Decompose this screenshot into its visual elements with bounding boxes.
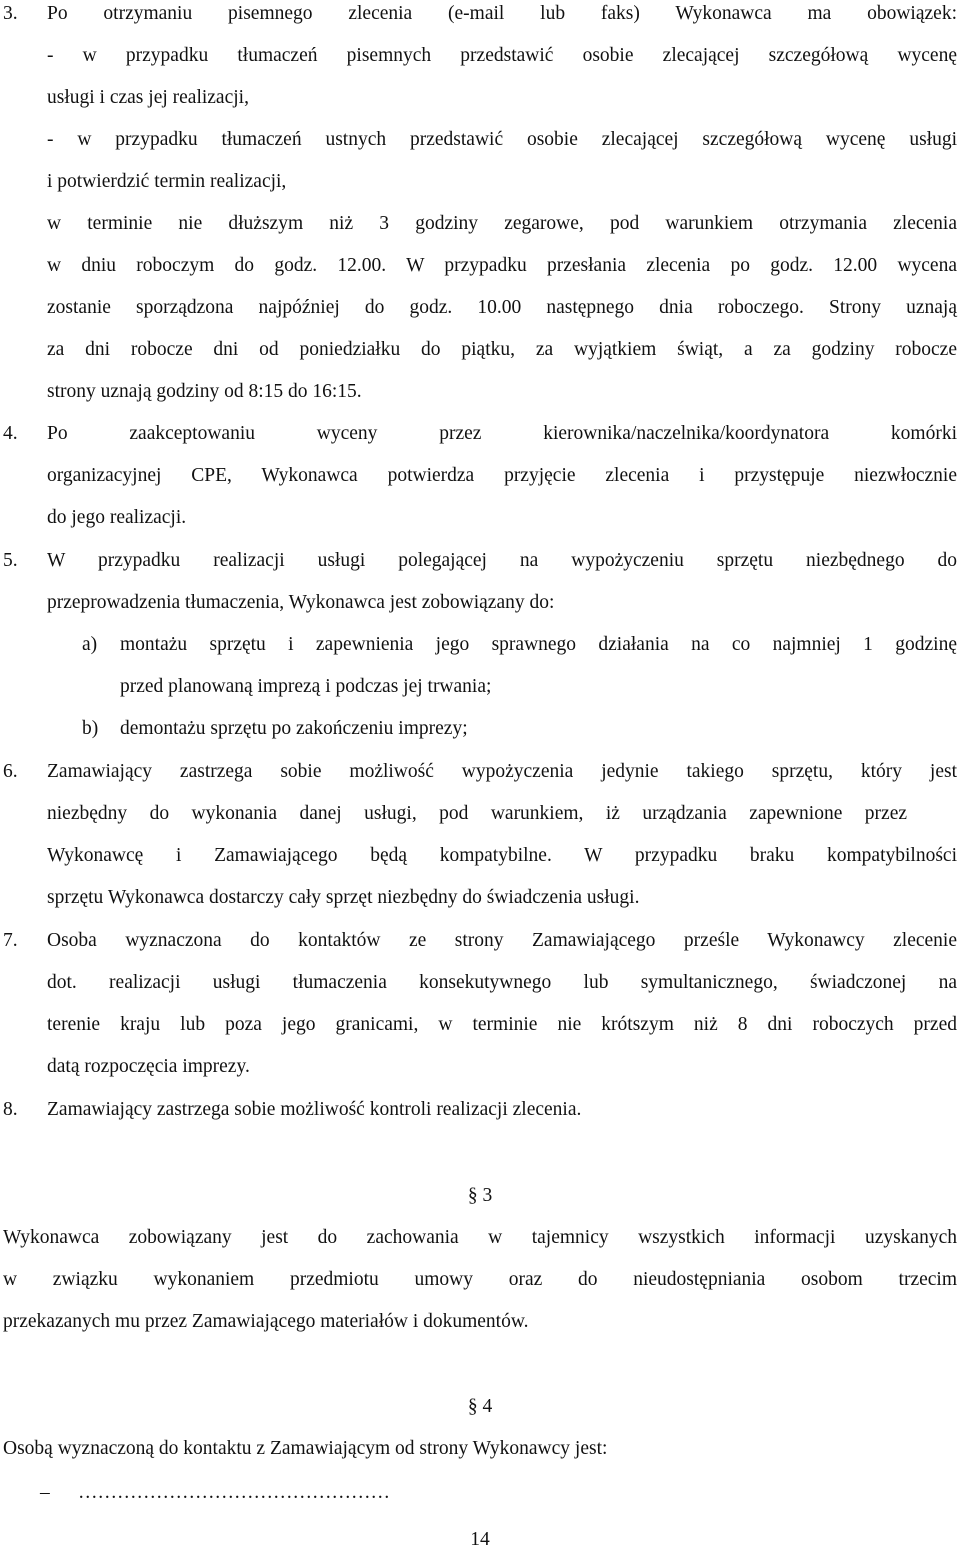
item-3-line-4: - w przypadku tłumaczeń ustnych przedstawić osobie zlecającej szczegółową wycenę usługi [47,129,957,150]
item-3-line-6: w terminie nie dłuższym niż 3 godziny zegarowe, pod warunkiem otrzymania zlecenia [47,213,957,234]
item-5-sub-b-label: b) [82,718,99,739]
item-5-sub-b-line-1: demontażu sprzętu po zakończeniu imprezy; [120,718,468,739]
section-4-dotted-placeholder: ………………………………………… [78,1482,390,1503]
item-3-line-5: i potwierdzić termin realizacji, [47,171,287,192]
section-4-dash: – [40,1482,50,1503]
item-3-line-3: usługi i czas jej realizacji, [47,87,249,108]
item-4-line-3: do jego realizacji. [47,507,187,528]
item-7-number: 7. [3,930,18,951]
item-5-line-1: W przypadku realizacji usługi polegającej na wypożyczeniu sprzętu niezbędnego do [47,550,957,571]
item-7-line-3: terenie kraju lub poza jego granicami, w terminie nie krótszym niż 8 dni roboczych przed [47,1014,957,1035]
item-4-line-1: Po zaakceptowaniu wyceny przez kierownika/naczelnika/koordynatora komórki [47,423,957,444]
item-3-line-7: w dniu roboczym do godz. 12.00. W przypadku przesłania zlecenia po godz. 12.00 wycena [47,255,957,276]
item-6-line-4: sprzętu Wykonawca dostarczy cały sprzęt niezbędny do świadczenia usługi. [47,887,640,908]
item-3-line-1: Po otrzymaniu pisemnego zlecenia (e-mail lub faks) Wykonawca ma obowiązek: [47,3,957,24]
item-5-sub-a-label: a) [82,634,98,655]
item-3-line-8: zostanie sporządzona najpóźniej do godz. 10.00 następnego dnia roboczego. Strony uznają [47,297,957,318]
item-7-line-2: dot. realizacji usługi tłumaczenia konsekutywnego lub symultanicznego, świadczonej na [47,972,957,993]
item-8-number: 8. [3,1099,18,1120]
item-8-line-1: Zamawiający zastrzega sobie możliwość kontroli realizacji zlecenia. [47,1099,582,1120]
item-6-line-3: Wykonawcę i Zamawiającego będą kompatybilne. W przypadku braku kompatybilności [47,845,957,866]
item-7-line-4: datą rozpoczęcia imprezy. [47,1056,250,1077]
section-3-line-1: Wykonawca zobowiązany jest do zachowania w tajemnicy wszystkich informacji uzyskanych [3,1227,957,1248]
item-5-number: 5. [3,550,18,571]
item-3-number: 3. [3,3,18,24]
section-3-line-2: w związku wykonaniem przedmiotu umowy oraz do nieudostępniania osobom trzecim [3,1269,957,1290]
item-3-line-9: za dni robocze dni od poniedziałku do piątku, za wyjątkiem świąt, a za godziny robocze [47,339,957,360]
section-3-heading: § 3 [467,1185,493,1206]
item-4-line-2: organizacyjnej CPE, Wykonawca potwierdza przyjęcie zlecenia i przystępuje niezwłocznie [47,465,957,486]
page-number: 14 [470,1529,490,1550]
item-7-line-1: Osoba wyznaczona do kontaktów ze strony Zamawiającego prześle Wykonawcy zlecenie [47,930,957,951]
item-3-line-10: strony uznają godziny od 8:15 do 16:15. [47,381,362,402]
item-3-line-2: - w przypadku tłumaczeń pisemnych przedstawić osobie zlecającej szczegółową wycenę [47,45,957,66]
item-6-number: 6. [3,761,18,782]
item-5-sub-a-line-2: przed planowaną imprezą i podczas jej trwania; [120,676,492,697]
item-5-sub-a-line-1: montażu sprzętu i zapewnienia jego sprawnego działania na co najmniej 1 godzinę [120,634,957,655]
item-6-line-1: Zamawiający zastrzega sobie możliwość wypożyczenia jedynie takiego sprzętu, który jest [47,761,957,782]
item-4-number: 4. [3,423,18,444]
section-3-line-3: przekazanych mu przez Zamawiającego materiałów i dokumentów. [3,1311,529,1332]
section-4-line-1: Osobą wyznaczoną do kontaktu z Zamawiającym od strony Wykonawcy jest: [3,1438,608,1459]
item-5-line-2: przeprowadzenia tłumaczenia, Wykonawca jest zobowiązany do: [47,592,555,613]
item-6-line-2: niezbędny do wykonania danej usługi, pod warunkiem, iż urządzania zapewnione przez [47,803,907,824]
section-4-heading: § 4 [467,1396,493,1417]
